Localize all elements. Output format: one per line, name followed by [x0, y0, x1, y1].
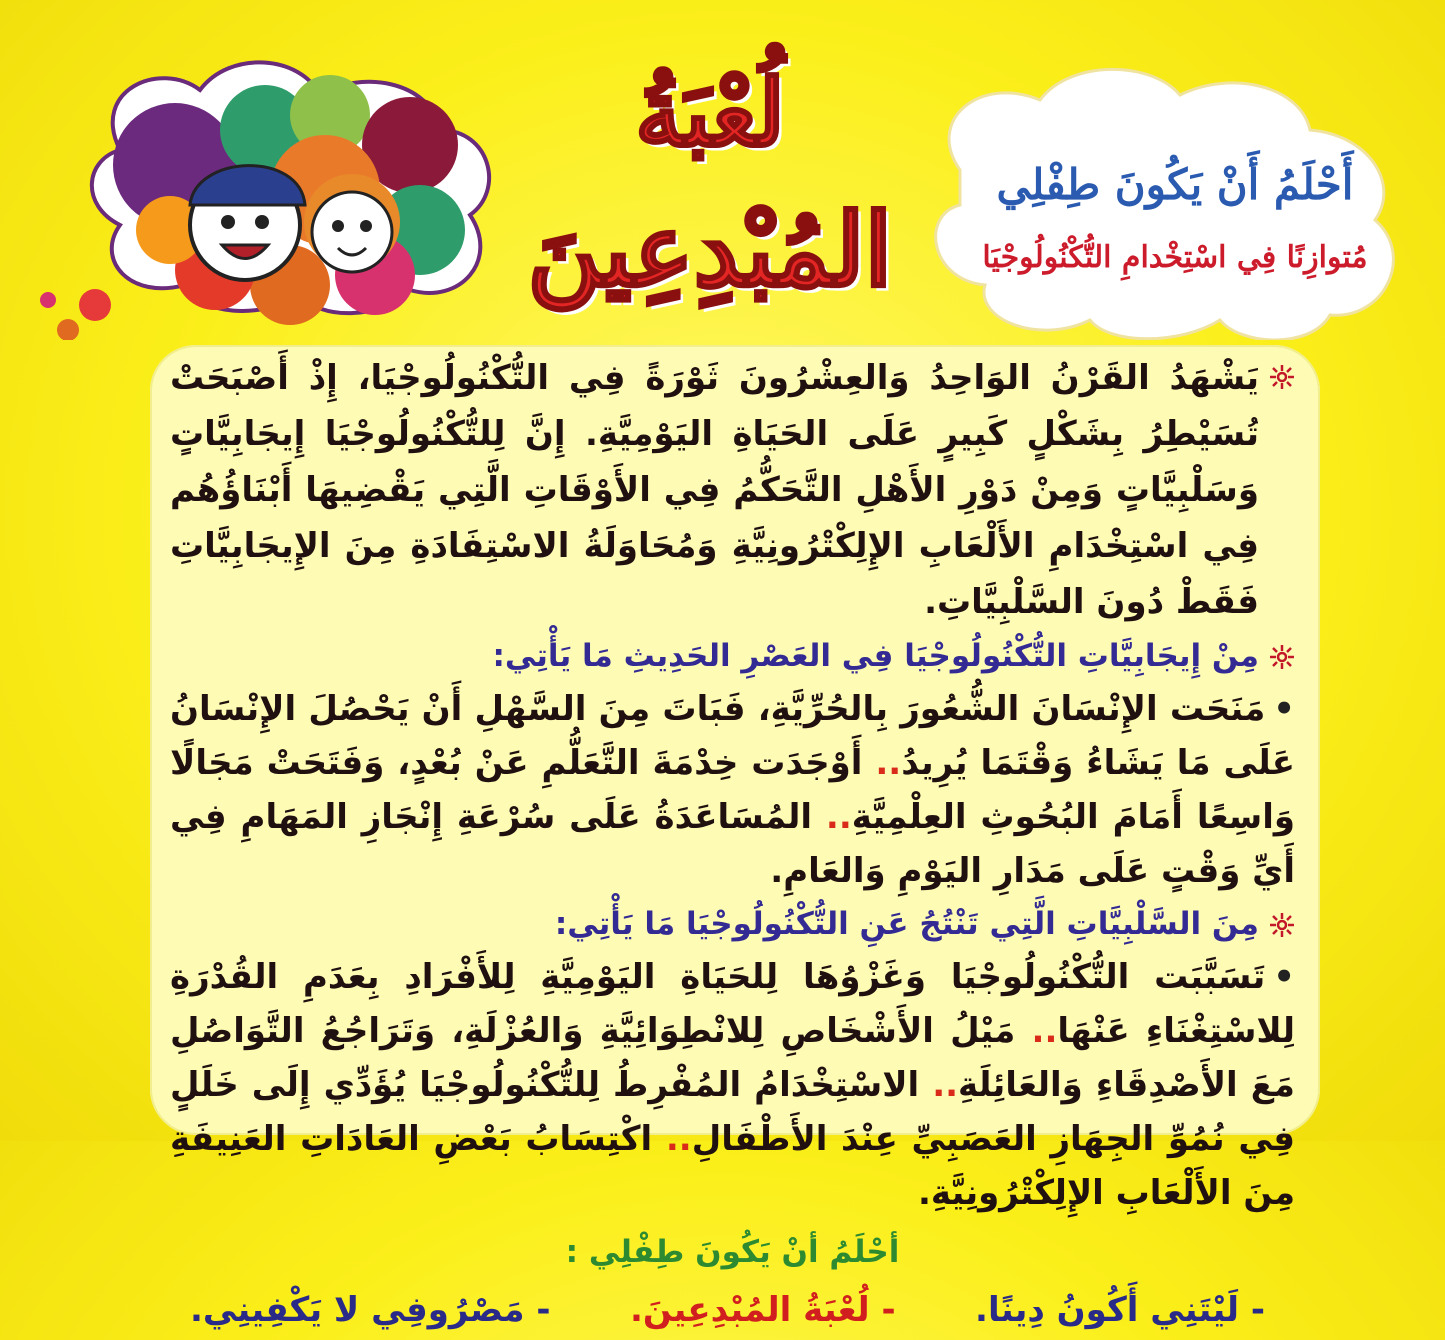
series-titles [170, 1280, 1295, 1340]
separator: .. [932, 1065, 959, 1105]
negatives-heading: مِنَ السَّلْبِيَّاتِ الَّتِي تَنْتُجُ عَنِ التُّكْنُولُوجْيَا مَا يَأْتِي: [554, 906, 1259, 942]
negatives-text-1: تَسَبَّبَت التُّكْنُولُوجْيَا وَغَزْوُهَا لِلحَيَاةِ اليَوْمِيَّةِ لِلأَفْرَادِ بِعَدَمِ القُدْرَةِ لِلاسْتِغْنَاءِ عَنْهَا [170, 957, 1295, 1051]
asterisk-flower-icon [1269, 912, 1295, 938]
bullet-dot: • [1273, 689, 1295, 729]
separator: .. [665, 1119, 692, 1159]
game-title-line-2: المُبْدِعِينَ [527, 191, 893, 309]
positives-heading-row [170, 630, 1295, 682]
cloud-slogan-line-2: مُتوازِنًا فِي اسْتِخْدامِ التُّكْنُولُوجْيَا [982, 240, 1368, 275]
game-title-line-1: لُعْبَةُ [635, 59, 785, 167]
positives-text-2: أَوْجَدَت خِدْمَةَ التَّعَلُّمِ عَنْ بُعْدٍ، وَفَتَحَتْ مَجَالًا وَاسِعًا أَمَامَ البُحُوثِ العِلْمِيَّةِ [170, 743, 1296, 837]
separator: .. [825, 797, 852, 837]
negatives-text-3: الاسْتِخْدَامُ المُفْرِطُ لِلتُّكْنُولُوجْيَا يُؤَدِّي إِلَى خَلَلٍ فِي نُمُوِّ الجِهَازِ العَصَبِيِّ عِنْدَ الأَطْفَالِ [170, 1065, 1295, 1159]
intro-paragraph [170, 350, 1295, 630]
negatives-text-4: اكْتِسَابُ بَعْضِ العَادَاتِ العَنِيفَةِ مِنَ الأَلْعَابِ الإِلِكْتْرُونِيَّةِ. [170, 1119, 1295, 1213]
positives-text-1: مَنَحَت الإِنْسَانَ الشُّعُورَ بِالحُرِّيَّةِ، فَبَاتَ مِنَ السَّهْلِ أَنْ يَحْصُلَ الإِنْسَانُ عَلَى مَا يَشَاءُ وَقْتَمَا يُرِيدُ [170, 689, 1295, 783]
content-text [170, 350, 1295, 1340]
intro-text: يَشْهَدُ القَرْنُ الوَاحِدُ وَالعِشْرُونَ ثَوْرَةً فِي التُّكْنُولُوجْيَا، إِذْ أَصْبَحَتْ تُسَيْطِرُ بِشَكْلٍ كَبِيرٍ عَلَى الحَيَاةِ اليَوْمِيَّةِ. إِنَّ لِلتُّكْنُولُوجْيَا إِيجَابِيَّاتٍ وَسَلْبِيَّاتٍ وَمِنْ دَوْرِ الأَهْلِ التَّحَكُّمُ فِي الأَوْقَاتِ الَّتِي يَقْضِيهَا أَبْنَاؤُهُم فِي اسْتِخْدَامِ الأَلْعَابِ الإِلِكْتْرُونِيَّةِ وَمُحَاوَلَةُ الاسْتِفَادَةِ مِنَ الإِيجَابِيَّاتِ فَقَطْ دُونَ السَّلْبِيَّاتِ. [170, 358, 1259, 622]
asterisk-flower-icon [1269, 644, 1295, 670]
separator: .. [875, 743, 902, 783]
positives-bullet [170, 682, 1295, 898]
positives-text-3: المُسَاعَدَةُ عَلَى سُرْعَةِ إِنْجَازِ المَهَامِ فِي أَيِّ وَقْتٍ عَلَى مَدَارِ اليَوْمِ وَالعَامِ. [170, 797, 1295, 891]
series-title-3: - مَصْرُوفِي لا يَكْفِينِي. [190, 1290, 551, 1330]
cloud-slogan-line-1: أَحْلَمُ أَنْ يَكُونَ طِفْلِي [996, 160, 1354, 209]
series-title-1: - لَيْتَنِي أَكُونُ دِينًا. [975, 1290, 1265, 1330]
thought-bubble-illustration [40, 62, 489, 340]
separator: .. [1031, 1011, 1058, 1051]
negatives-text-2: مَيْلُ الأَشْخَاصِ لِلانْطِوَائِيَّةِ وَالعُزْلَةِ، وَتَرَاجُعُ التَّوَاصُلِ مَعَ الأَصْدِقَاءِ وَالعَائِلَةِ [170, 1011, 1295, 1105]
asterisk-flower-icon [1269, 364, 1295, 390]
positives-heading: مِنْ إِيجَابِيَّاتِ التُّكْنُولُوجْيَا فِي العَصْرِ الحَدِيثِ مَا يَأْتِي: [492, 638, 1259, 674]
bullet-dot: • [1273, 957, 1295, 997]
negatives-heading-row [170, 898, 1295, 950]
series-title-2: - لُعْبَةُ المُبْدِعِينَ. [629, 1290, 896, 1330]
closing-slogan: أحْلَمُ أنْ يَكُونَ طِفْلِي : [565, 1234, 900, 1270]
negatives-bullet [170, 950, 1295, 1220]
